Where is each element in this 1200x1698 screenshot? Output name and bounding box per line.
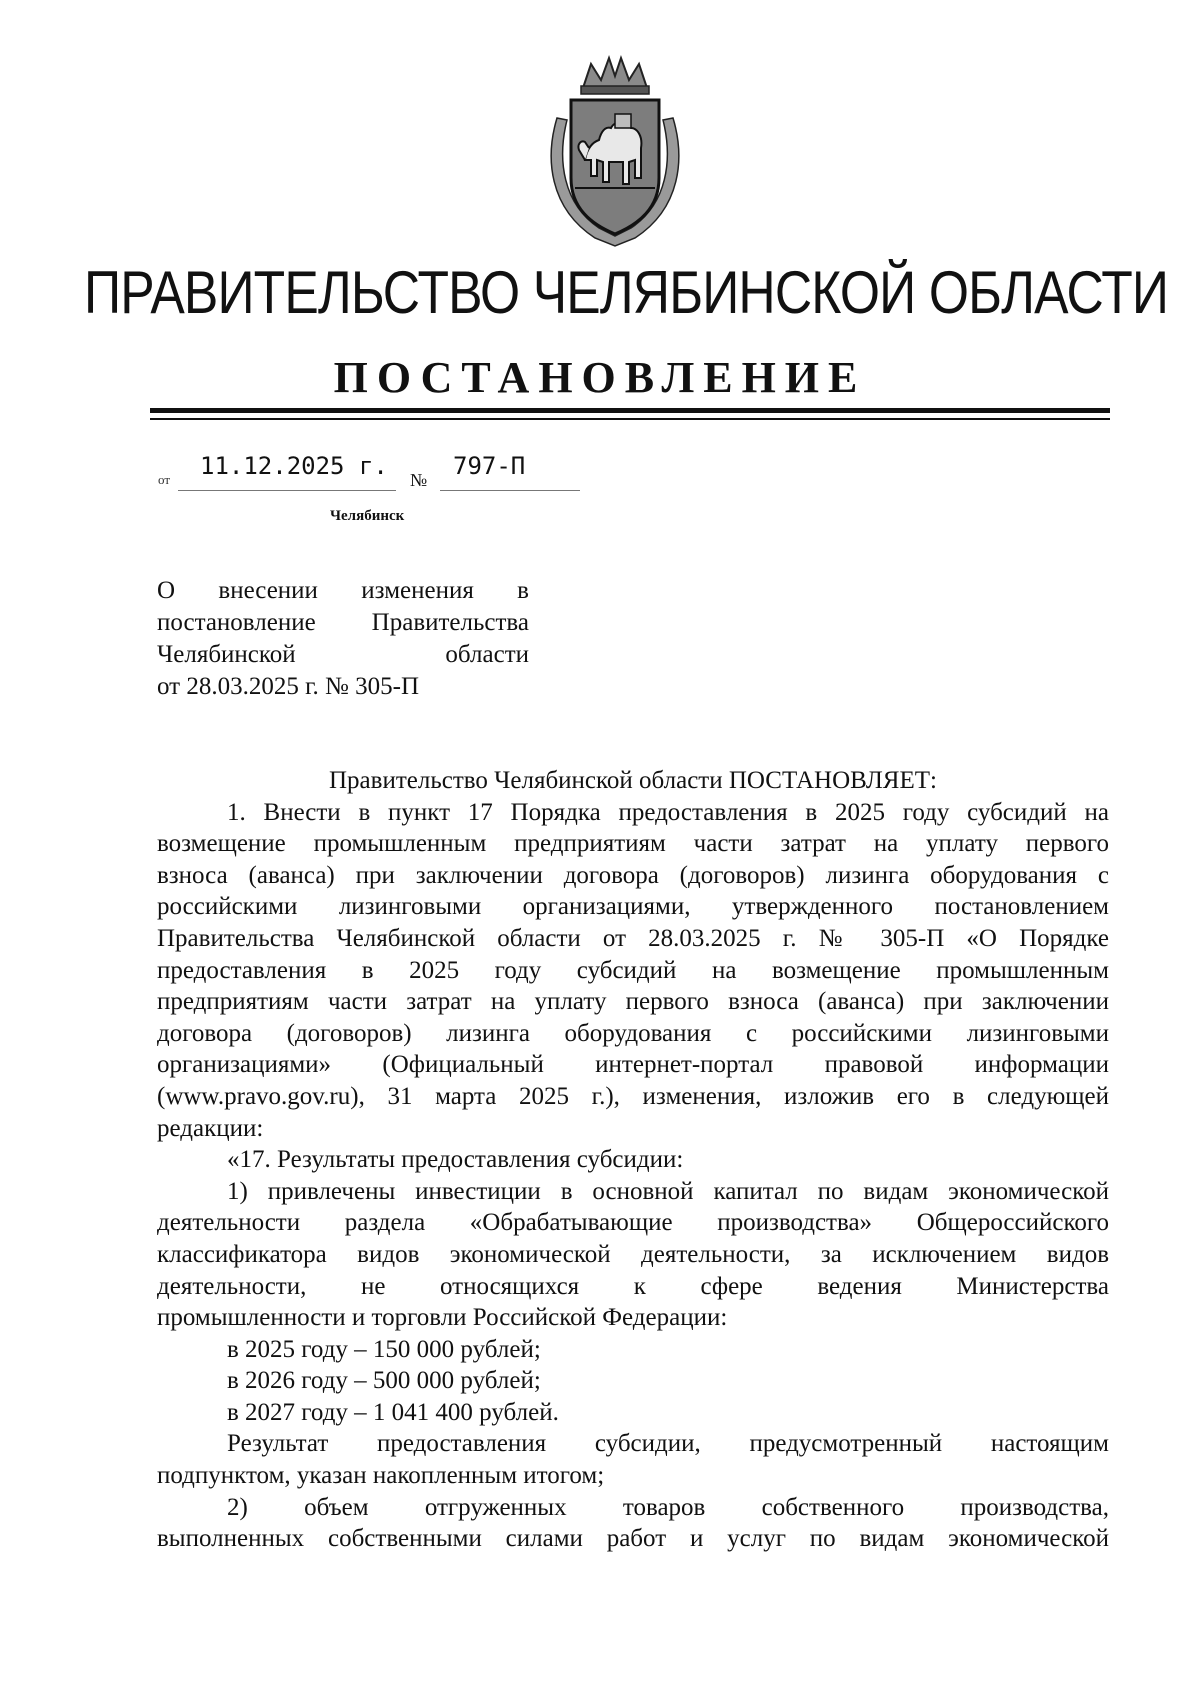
- registration-block: [150, 450, 590, 510]
- year-target: в 2027 году – 1 041 400 рублей.: [227, 1398, 559, 1426]
- document-type-title: ПОСТАНОВЛЕНИЕ: [333, 353, 867, 402]
- header-rule-thin: [150, 418, 1110, 420]
- document-body: [157, 765, 1109, 1555]
- sub2-line: выполненных собственными силами работ и услуг по видам экономической: [157, 1525, 1109, 1553]
- number-label: №: [410, 470, 428, 490]
- header-rule-thick: [150, 408, 1110, 413]
- result-line: Результат предоставления субсидии, предусмотренный настоящим: [227, 1430, 1109, 1458]
- sub2-line: 2) объем отгруженных товаров собственного производства,: [227, 1493, 1109, 1521]
- para1-line: (www.pravo.gov.ru), 31 марта 2025 г.), изменения, изложив его в следующей: [157, 1082, 1109, 1110]
- preamble: Правительство Челябинской области ПОСТАНОВЛЯЕТ:: [329, 767, 937, 794]
- para1-line: организациями» (Официальный интернет-портал правовой информации: [157, 1051, 1109, 1079]
- sub1-line: деятельности, не относящихся к сфере ведения Министерства: [157, 1272, 1109, 1300]
- city-label: Челябинск: [330, 508, 405, 524]
- document-number: 797-П: [453, 452, 526, 480]
- sub1-line: 1) привлечены инвестиции в основной капитал по видам экономической: [227, 1177, 1109, 1205]
- number-underline: [440, 490, 580, 491]
- para1-line: предприятиям части затрат на уплату первого взноса (аванса) при заключении: [157, 988, 1109, 1016]
- chelyabinsk-coat-of-arms-icon: [535, 48, 695, 248]
- document-subject: [157, 575, 529, 703]
- para1-line: возмещение промышленным предприятиям части затрат на уплату первого: [157, 830, 1109, 858]
- para1-line: российскими лизинговыми организациями, утвержденного постановлением: [157, 893, 1109, 921]
- para1-line: 1. Внести в пункт 17 Порядка предоставления в 2025 году субсидий на: [227, 798, 1109, 826]
- result-line: подпунктом, указан накопленным итогом;: [157, 1462, 605, 1490]
- subject-line: О внесении изменения в: [157, 577, 529, 604]
- date-from-label: от: [158, 472, 171, 487]
- date-underline: [178, 490, 396, 491]
- year-target: в 2025 году – 150 000 рублей;: [227, 1335, 541, 1363]
- para1-line: взноса (аванса) при заключении договора (договоров) лизинга оборудования с: [157, 861, 1109, 889]
- document-date: 11.12.2025 г.: [200, 452, 388, 480]
- subject-line: Челябинской области: [157, 641, 529, 668]
- subject-line: от 28.03.2025 г. № 305-П: [157, 673, 420, 700]
- item-17-heading: «17. Результаты предоставления субсидии:: [227, 1146, 684, 1174]
- para1-line: редакции:: [157, 1114, 264, 1142]
- para1-line: Правительства Челябинской области от 28.03.2025 г. № 305-П «О Порядке: [157, 924, 1109, 952]
- government-title: ПРАВИТЕЛЬСТВО ЧЕЛЯБИНСКОЙ ОБЛАСТИ: [84, 259, 1169, 326]
- para1-line: предоставления в 2025 году субсидий на возмещение промышленным: [157, 956, 1109, 984]
- sub1-line: промышленности и торговли Российской Федерации:: [157, 1304, 728, 1332]
- subject-line: постановление Правительства: [157, 609, 529, 636]
- year-target: в 2026 году – 500 000 рублей;: [227, 1367, 541, 1395]
- para1-line: договора (договоров) лизинга оборудования с российскими лизинговыми: [157, 1019, 1109, 1047]
- sub1-line: деятельности раздела «Обрабатывающие производства» Общероссийского: [157, 1209, 1109, 1237]
- sub1-line: классификатора видов экономической деятельности, за исключением видов: [157, 1240, 1109, 1268]
